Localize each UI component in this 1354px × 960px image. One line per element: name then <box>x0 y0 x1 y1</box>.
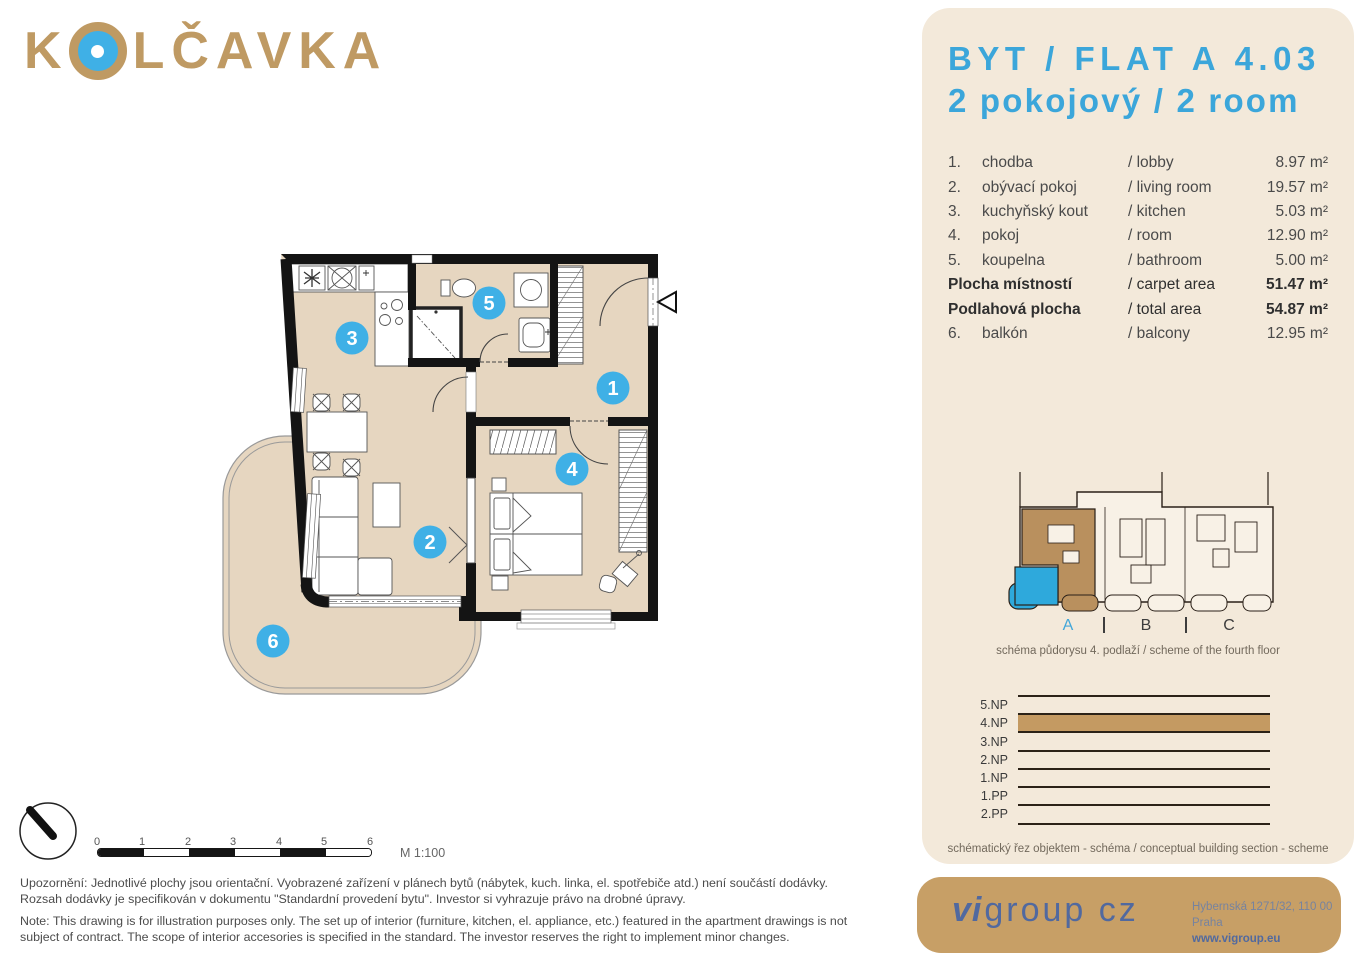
logo-o-circle-icon <box>69 22 127 80</box>
footprint-caption: schéma půdorysu 4. podlaží / scheme of the fourth floor <box>996 645 1280 657</box>
floor-line <box>1018 695 1270 697</box>
room-badge-6 <box>257 625 290 658</box>
address-line: Hybernská 1271/32, 110 00 Praha <box>1192 901 1333 930</box>
window-left-upper <box>291 368 307 413</box>
room-badge-5 <box>473 287 506 320</box>
vigroup-logo-rest: group cz <box>984 891 1139 929</box>
bedroom-window <box>517 610 615 629</box>
room-area-table <box>948 151 1328 346</box>
scale-tick: 4 <box>275 836 283 848</box>
floor-label: 2.PP <box>980 807 1008 821</box>
toilet <box>441 279 476 297</box>
floor-line <box>1018 768 1270 770</box>
kolcavka-logo <box>24 22 387 80</box>
section-label-a: A <box>1062 617 1074 634</box>
room-badge-4 <box>556 453 589 486</box>
table-row: 1. chodba / lobby 8.97 m² <box>948 154 1328 172</box>
scale-tick: 1 <box>138 836 146 848</box>
room-badge-2 <box>414 526 447 559</box>
vigroup-logo <box>952 891 1139 930</box>
section-label-b: B <box>1140 617 1152 634</box>
table-row: 3. kuchyňský kout / kitchen 5.03 m² <box>948 202 1328 220</box>
flat-title-line1: BYT / FLAT A 4.03 <box>948 40 1321 77</box>
double-bed <box>490 493 582 575</box>
svg-text:5: 5 <box>483 293 495 315</box>
section-divider <box>1103 617 1105 633</box>
svg-text:4: 4 <box>566 459 578 481</box>
scale-tick: 6 <box>366 836 374 848</box>
svg-text:1: 1 <box>607 378 619 400</box>
sliding-door-opening <box>466 372 476 412</box>
bedroom-wardrobe-top <box>490 430 556 454</box>
room-badge-1 <box>597 372 630 405</box>
floor-label: 5.NP <box>980 698 1008 712</box>
website-link[interactable]: www.vigroup.eu <box>1192 933 1281 946</box>
table-row-carpet-area: Plocha místností / carpet area 51.47 m² <box>948 276 1328 294</box>
flat-title-line2: 2 pokojový / 2 room <box>948 82 1300 119</box>
scale-tick: 2 <box>184 836 192 848</box>
shower <box>411 308 461 364</box>
table-row-total-area: Podlahová plocha / total area 54.87 m² <box>948 300 1328 318</box>
dining-table <box>307 412 367 452</box>
scale-ratio: M 1:100 <box>400 846 446 860</box>
floor-label: 3.NP <box>980 735 1008 749</box>
svg-text:3: 3 <box>346 328 358 350</box>
scale-tick: 3 <box>229 836 237 848</box>
section-caption: schématický řez objektem - schéma / conceptual building section - scheme <box>947 843 1329 855</box>
flat-title <box>948 40 1334 120</box>
floor-label: 1.NP <box>980 771 1008 785</box>
entrance-arrow-icon <box>658 292 676 312</box>
nightstand <box>492 576 508 590</box>
note-english: Note: This drawing is for illustration purposes only. The set up of interior (furniture, kitchen, el. appliance, etc.) featured in the apartment drawings is not subject of contract. The scope of interior accesories is specified in the standard. The investor reserves the right to implement minor changes. <box>20 913 848 944</box>
sliding-door-panel <box>467 478 475 563</box>
floor-line <box>1018 786 1270 788</box>
note-czech: Upozornění: Jednotlivé plochy jsou orientační. Vyobrazené zařízení v plánech bytů (nábytek, kuch. linka, el. spotřebiče atd.) není součástí dodávky. Rozsah dodávky je specifikován v dokumentu "Standardní provedení bytu". Investor si vyhrazuje právo na drobné úpravy. <box>20 876 828 906</box>
coffee-table <box>373 483 400 527</box>
nightstand <box>492 478 506 491</box>
floor-line <box>1018 823 1270 825</box>
floor-label: 2.NP <box>980 753 1008 767</box>
washing-machine <box>514 273 548 307</box>
floor-label: 4.NP <box>980 716 1008 730</box>
table-row: 5. koupelna / bathroom 5.00 m² <box>948 251 1328 269</box>
bedroom-wardrobe-right <box>619 430 647 552</box>
scale-bar <box>97 848 372 857</box>
bathroom-sink <box>519 318 551 352</box>
disclaimer-notes <box>20 876 868 952</box>
north-compass-icon <box>16 799 80 863</box>
table-row: 4. pokoj / room 12.90 m² <box>948 227 1328 245</box>
vigroup-logo-vi: vi <box>952 891 983 929</box>
scale-tick: 0 <box>93 836 101 848</box>
balcony-door-window <box>329 596 461 607</box>
vigroup-address <box>1192 899 1354 947</box>
current-flat-highlight <box>1009 567 1058 609</box>
floor-line <box>1018 804 1270 806</box>
floor-line <box>1018 750 1270 752</box>
floor-label: 1.PP <box>980 789 1008 803</box>
logo-letter-k: K <box>24 22 69 80</box>
building-footprint-scheme <box>985 467 1305 625</box>
section-divider <box>1185 617 1187 633</box>
section-label-c: C <box>1223 617 1235 634</box>
svg-text:2: 2 <box>424 532 436 554</box>
fourth-floor-highlight-bar <box>1018 713 1270 733</box>
table-row: 2. obývací pokoj / living room 19.57 m² <box>948 178 1328 196</box>
shaft <box>412 255 432 263</box>
table-row: 6. balkón / balcony 12.95 m² <box>948 324 1328 342</box>
svg-text:6: 6 <box>267 631 279 653</box>
scale-tick: 5 <box>320 836 328 848</box>
apartment-floor-plan <box>215 240 705 720</box>
room-badge-3 <box>336 322 369 355</box>
logo-letters: LČAVKA <box>132 22 388 80</box>
